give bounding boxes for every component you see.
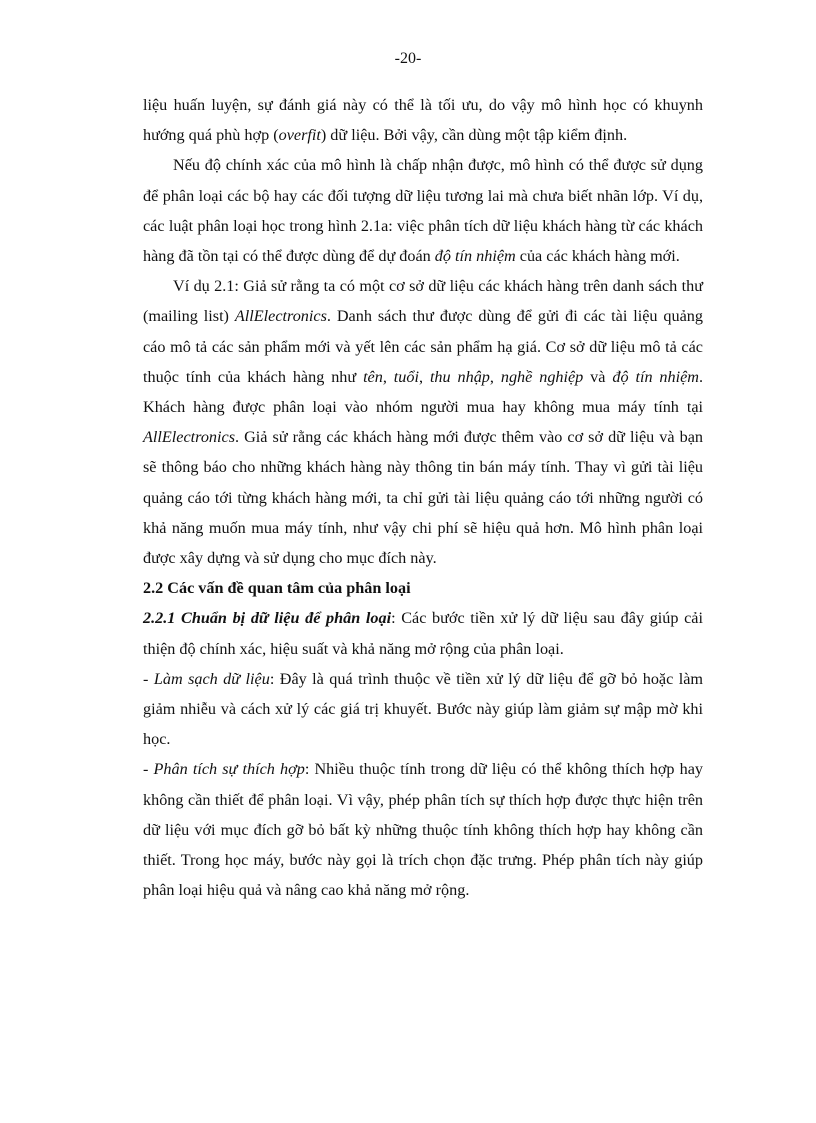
text-run: và [583, 367, 613, 386]
italic-term: độ tín nhiệm [612, 367, 699, 386]
text-run: . Danh sách thư được dùng để gửi đi các tài liệu quảng cáo mô tả các sản phẩm mới và yết lên các sản phẩm hạ giá. Cơ sở dữ liệu mô tả các thuộc tính của khách hàng như [143, 307, 703, 386]
text-run: . Giả sử rằng các khách hàng mới được thêm vào cơ sở dữ liệu và bạn sẽ thông báo cho những khách hàng này thông tin bán máy tính. Thay vì gửi tài liệu quảng cáo tới từng khách hàng mới, ta chỉ gửi tài liệu quảng cáo tới những người có khả năng muốn mua máy tính, như vậy chi phí sẽ hiệu quả hơn. Mô hình phân loại được xây dựng và sử dụng cho mục đích này. [143, 428, 703, 568]
page-number: -20- [394, 50, 422, 67]
text-run: : Đây là quá trình thuộc về tiền xử lý dữ liệu để gỡ bỏ hoặc làm giảm nhiễu và cách xử lý các giá trị khuyết. Bước này giúp làm giảm sự mập mờ khi học. [143, 669, 704, 749]
italic-term: AllElectronics [143, 428, 236, 447]
text-run: liệu huấn luyện, sự đánh giá này có thể là tối ưu, do vậy mô hình học có khuynh hướng quá phù hợp ( [143, 96, 703, 145]
italic-term: tên [363, 367, 383, 386]
text-run: : Nhiều thuộc tính trong dữ liệu có thể không thích hợp hay không cần thiết để phân loại. Vì vậy, phép phân tích sự thích hợp được thực hiện trên dữ liệu với mục đích gỡ bỏ bất kỳ những thuộc tính không thích hợp hay không cần thiết. Trong học máy, bước này gọi là trích chọn đặc trưng. Phép phân tích này giúp phân loại hiệu quả và nâng cao khả năng mở rộng. [143, 760, 703, 900]
text-run: . Khách hàng được phân loại vào nhóm người mua hay không mua máy tính tại [143, 367, 704, 417]
italic-term: AllElectronics [234, 307, 327, 326]
bullet-term: Làm sạch dữ liệu [153, 669, 270, 688]
text-run: , [382, 367, 394, 386]
italic-term: thu nhập [429, 367, 490, 386]
text-run: , [418, 367, 430, 386]
subsection-paragraph [143, 603, 703, 663]
text-run: Ví dụ 2.1: Giả sử rằng ta có một cơ sở dữ liệu các khách hàng trên danh sách thư (mailing list) [143, 277, 703, 326]
italic-term: tuổi [393, 367, 419, 386]
text-run: , [489, 367, 501, 386]
italic-term: overfit [278, 126, 321, 145]
text-run: của các khách hàng mới. [515, 247, 680, 266]
bullet-item [143, 754, 703, 905]
paragraph-1 [143, 90, 703, 150]
bullet-item [143, 664, 703, 755]
paragraph-example-2-1 [143, 271, 703, 573]
bullet-term: Phân tích sự thích hợp [153, 760, 305, 779]
italic-term: độ tín nhiệm [434, 247, 516, 266]
section-heading: 2.2 Các vấn đề quan tâm của phân loại [143, 579, 411, 598]
text-run: Nếu độ chính xác của mô hình là chấp nhận được, mô hình có thể được sử dụng để phân loại các bộ hay các đối tượng dữ liệu tương lai mà chưa biết nhãn lớp. Ví dụ, các luật phân loại học trong hình 2.1a: việc phân tích dữ liệu khách hàng từ các khách hàng đã tồn tại có thể được dùng để dự đoán [143, 156, 703, 266]
bullet-dash: - [143, 669, 154, 688]
paragraph-2 [143, 150, 703, 271]
bullet-dash: - [143, 760, 154, 779]
page-body [143, 90, 703, 905]
italic-term: nghề nghiệp [500, 367, 584, 386]
subsection-title: 2.2.1 Chuẩn bị dữ liệu để phân loại [143, 609, 392, 628]
text-run: : Các bước tiền xử lý dữ liệu sau đây giúp cải thiện độ chính xác, hiệu suất và khả năng mở rộng của phân loại. [143, 609, 703, 658]
text-run: ) dữ liệu. Bởi vậy, cần dùng một tập kiểm định. [320, 126, 628, 145]
